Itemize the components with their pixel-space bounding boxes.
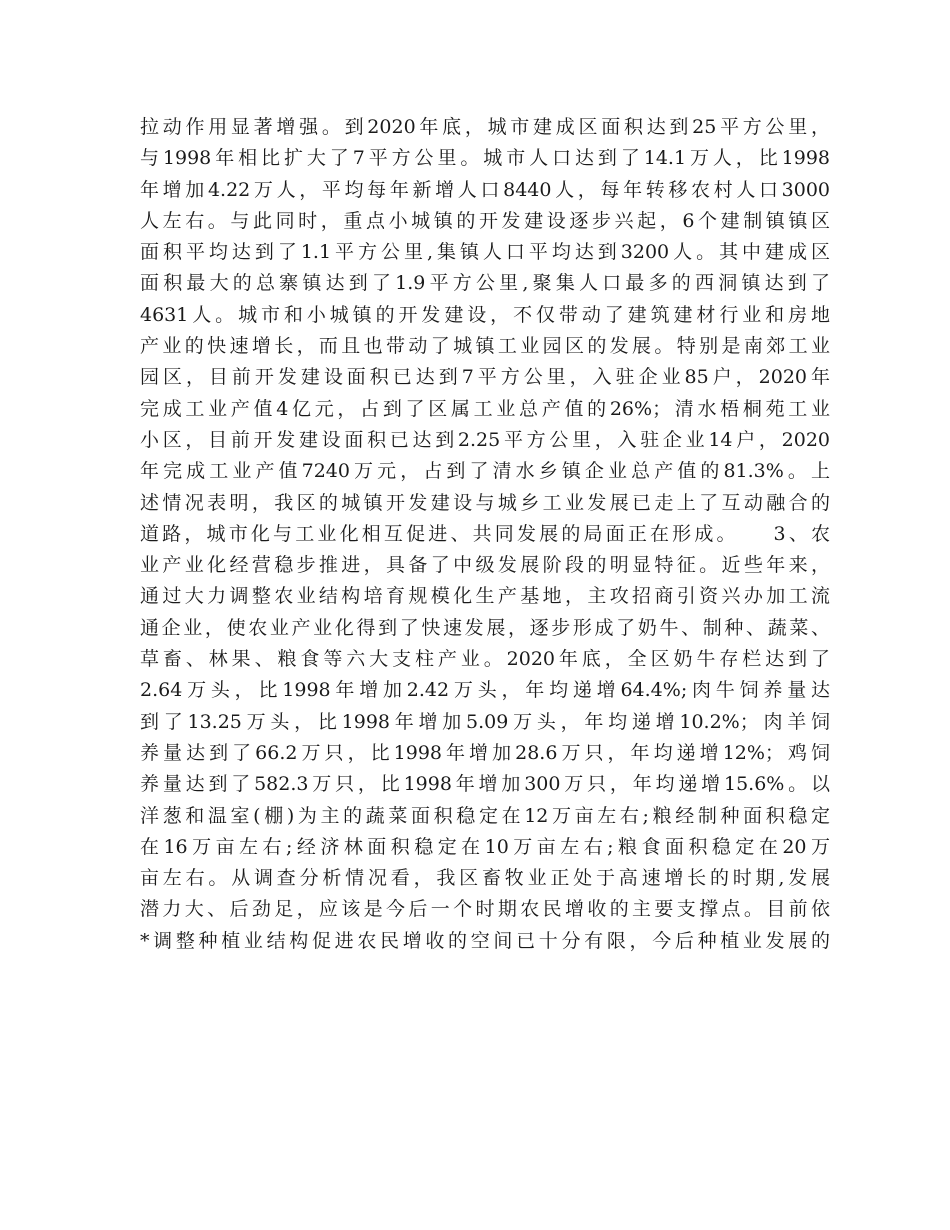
- text-line: 道路，城市化与工业化相互促进、共同发展的局面正在形成。 3、农: [140, 522, 830, 545]
- text-line: 业产业化经营稳步推进，具备了中级发展阶段的明显特征。近些年来，: [140, 554, 830, 577]
- text-line: 通企业，使农业产业化得到了快速发展，逐步形成了奶牛、制种、蔬菜、: [140, 616, 830, 639]
- text-line: 4631人。城市和小城镇的开发建设，不仅带动了建筑建材行业和房地: [140, 303, 830, 326]
- text-line: *调整种植业结构促进农民增收的空间已十分有限，今后种植业发展的: [140, 929, 830, 952]
- text-line: 通过大力调整农业结构培育规模化生产基地，主攻招商引资兴办加工流: [140, 585, 830, 608]
- text-line: 人左右。与此同时，重点小城镇的开发建设逐步兴起，6个建制镇镇区: [140, 209, 830, 232]
- text-line: 潜力大、后劲足，应该是今后一个时期农民增收的主要支撑点。目前依: [140, 898, 830, 921]
- text-line: 面积平均达到了1.1平方公里,集镇人口平均达到3200人。其中建成区: [140, 241, 830, 264]
- text-line: 面积最大的总寨镇达到了1.9平方公里,聚集人口最多的西洞镇达到了: [140, 272, 830, 295]
- text-line: 洋葱和温室(棚)为主的蔬菜面积稳定在12万亩左右;粮经制种面积稳定: [140, 804, 830, 827]
- text-line: 养量达到了66.2万只，比1998年增加28.6万只，年均递增12%；鸡饲: [140, 741, 830, 764]
- text-line: 养量达到了582.3万只，比1998年增加300万只，年均递增15.6%。以: [140, 773, 830, 796]
- text-line: 到了13.25万头，比1998年增加5.09万头，年均递增10.2%；肉羊饲: [140, 710, 830, 733]
- text-line: 与1998年相比扩大了7平方公里。城市人口达到了14.1万人，比1998: [140, 147, 830, 170]
- text-line: 园区，目前开发建设面积已达到7平方公里，入驻企业85户，2020年: [140, 366, 830, 389]
- text-line: 小区，目前开发建设面积已达到2.25平方公里，入驻企业14户，2020: [140, 428, 830, 451]
- text-line: 在16万亩左右;经济林面积稳定在10万亩左右;粮食面积稳定在20万: [140, 835, 830, 858]
- text-line: 亩左右。从调查分析情况看，我区畜牧业正处于高速增长的时期,发展: [140, 867, 830, 890]
- text-line: 年增加4.22万人，平均每年新增人口8440人，每年转移农村人口3000: [140, 178, 830, 201]
- text-line: 2.64万头，比1998年增加2.42万头，年均递增64.4%;肉牛饲养量达: [140, 679, 830, 702]
- body-text: [140, 112, 830, 957]
- text-line: 完成工业产值4亿元，占到了区属工业总产值的26%；清水梧桐苑工业: [140, 397, 830, 420]
- text-line: 年完成工业产值7240万元，占到了清水乡镇企业总产值的81.3%。上: [140, 460, 830, 483]
- text-line: 产业的快速增长，而且也带动了城镇工业园区的发展。特别是南郊工业: [140, 335, 830, 358]
- text-line: 草畜、林果、粮食等六大支柱产业。2020年底，全区奶牛存栏达到了: [140, 648, 830, 671]
- text-line: 述情况表明，我区的城镇开发建设与城乡工业发展已走上了互动融合的: [140, 491, 830, 514]
- text-line: 拉动作用显著增强。到2020年底，城市建成区面积达到25平方公里，: [140, 116, 830, 138]
